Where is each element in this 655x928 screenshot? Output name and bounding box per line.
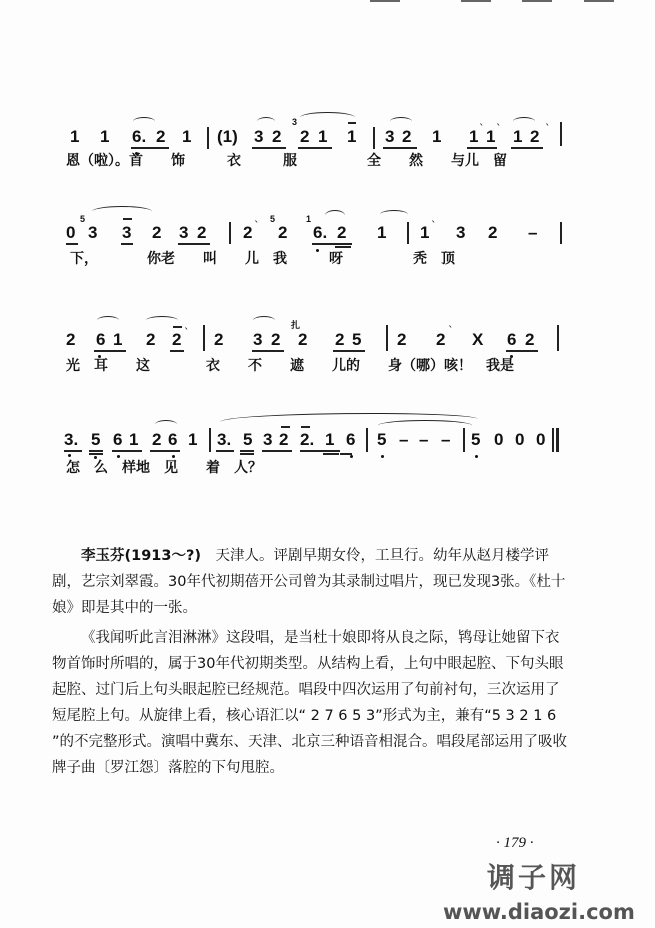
top-edge-marks (0, 0, 655, 4)
lyrics-line-3: 光 耳 这 衣 不 遮 儿的 身（哪）咳！ 我是 (66, 358, 514, 374)
bio-paragraph (52, 543, 572, 621)
watermark-title: 调子网 (487, 861, 581, 894)
bio-text: 天津人。评剧早期女伶，工旦行。幼年从赵月楼学评剧，艺宗刘翠霞。30年代初期蓓开公司曾为其录制过唱片，现已发现3张。《杜十娘》即是其中的一张。 (52, 548, 566, 616)
lyrics-line-1: 恩（啦）。首 饰 衣 服 全 然 与儿 留 (66, 153, 507, 169)
singer-name: 李玉芬(1913～?) (81, 548, 202, 564)
analysis-text: 《我闻听此言泪淋淋》这段唱，是当杜十娘即将从良之际，鸨母让她留下衣物首饰时所唱的，属于30年代初期类型。从结构上看，上句中眼起腔、下句头眼起腔、过门后上句头眼起腔已经规范。唱段中四次运用了句前衬句，三次运用了短尾腔上句。从旋律上看，核心语汇以“ 2 7 6 5 3”形式为主，兼有“5 3 2 1 6 ”的不完整形式。演唱中冀东、天津、北京三种语音相混合。唱段尾部运用了吸收牌子曲〔罗江怨〕落腔的下句甩腔。 (52, 630, 568, 776)
lyrics-line-2: 下， 你老 叫 儿 我 呀 秃 顶 (70, 251, 455, 267)
watermark-url: www.diaozi.com (443, 900, 635, 924)
lyrics-line-4: 怎 么 样地 见 着 人？ (66, 460, 262, 476)
analysis-paragraph (52, 625, 572, 781)
page-number: · 179 · (496, 835, 534, 851)
